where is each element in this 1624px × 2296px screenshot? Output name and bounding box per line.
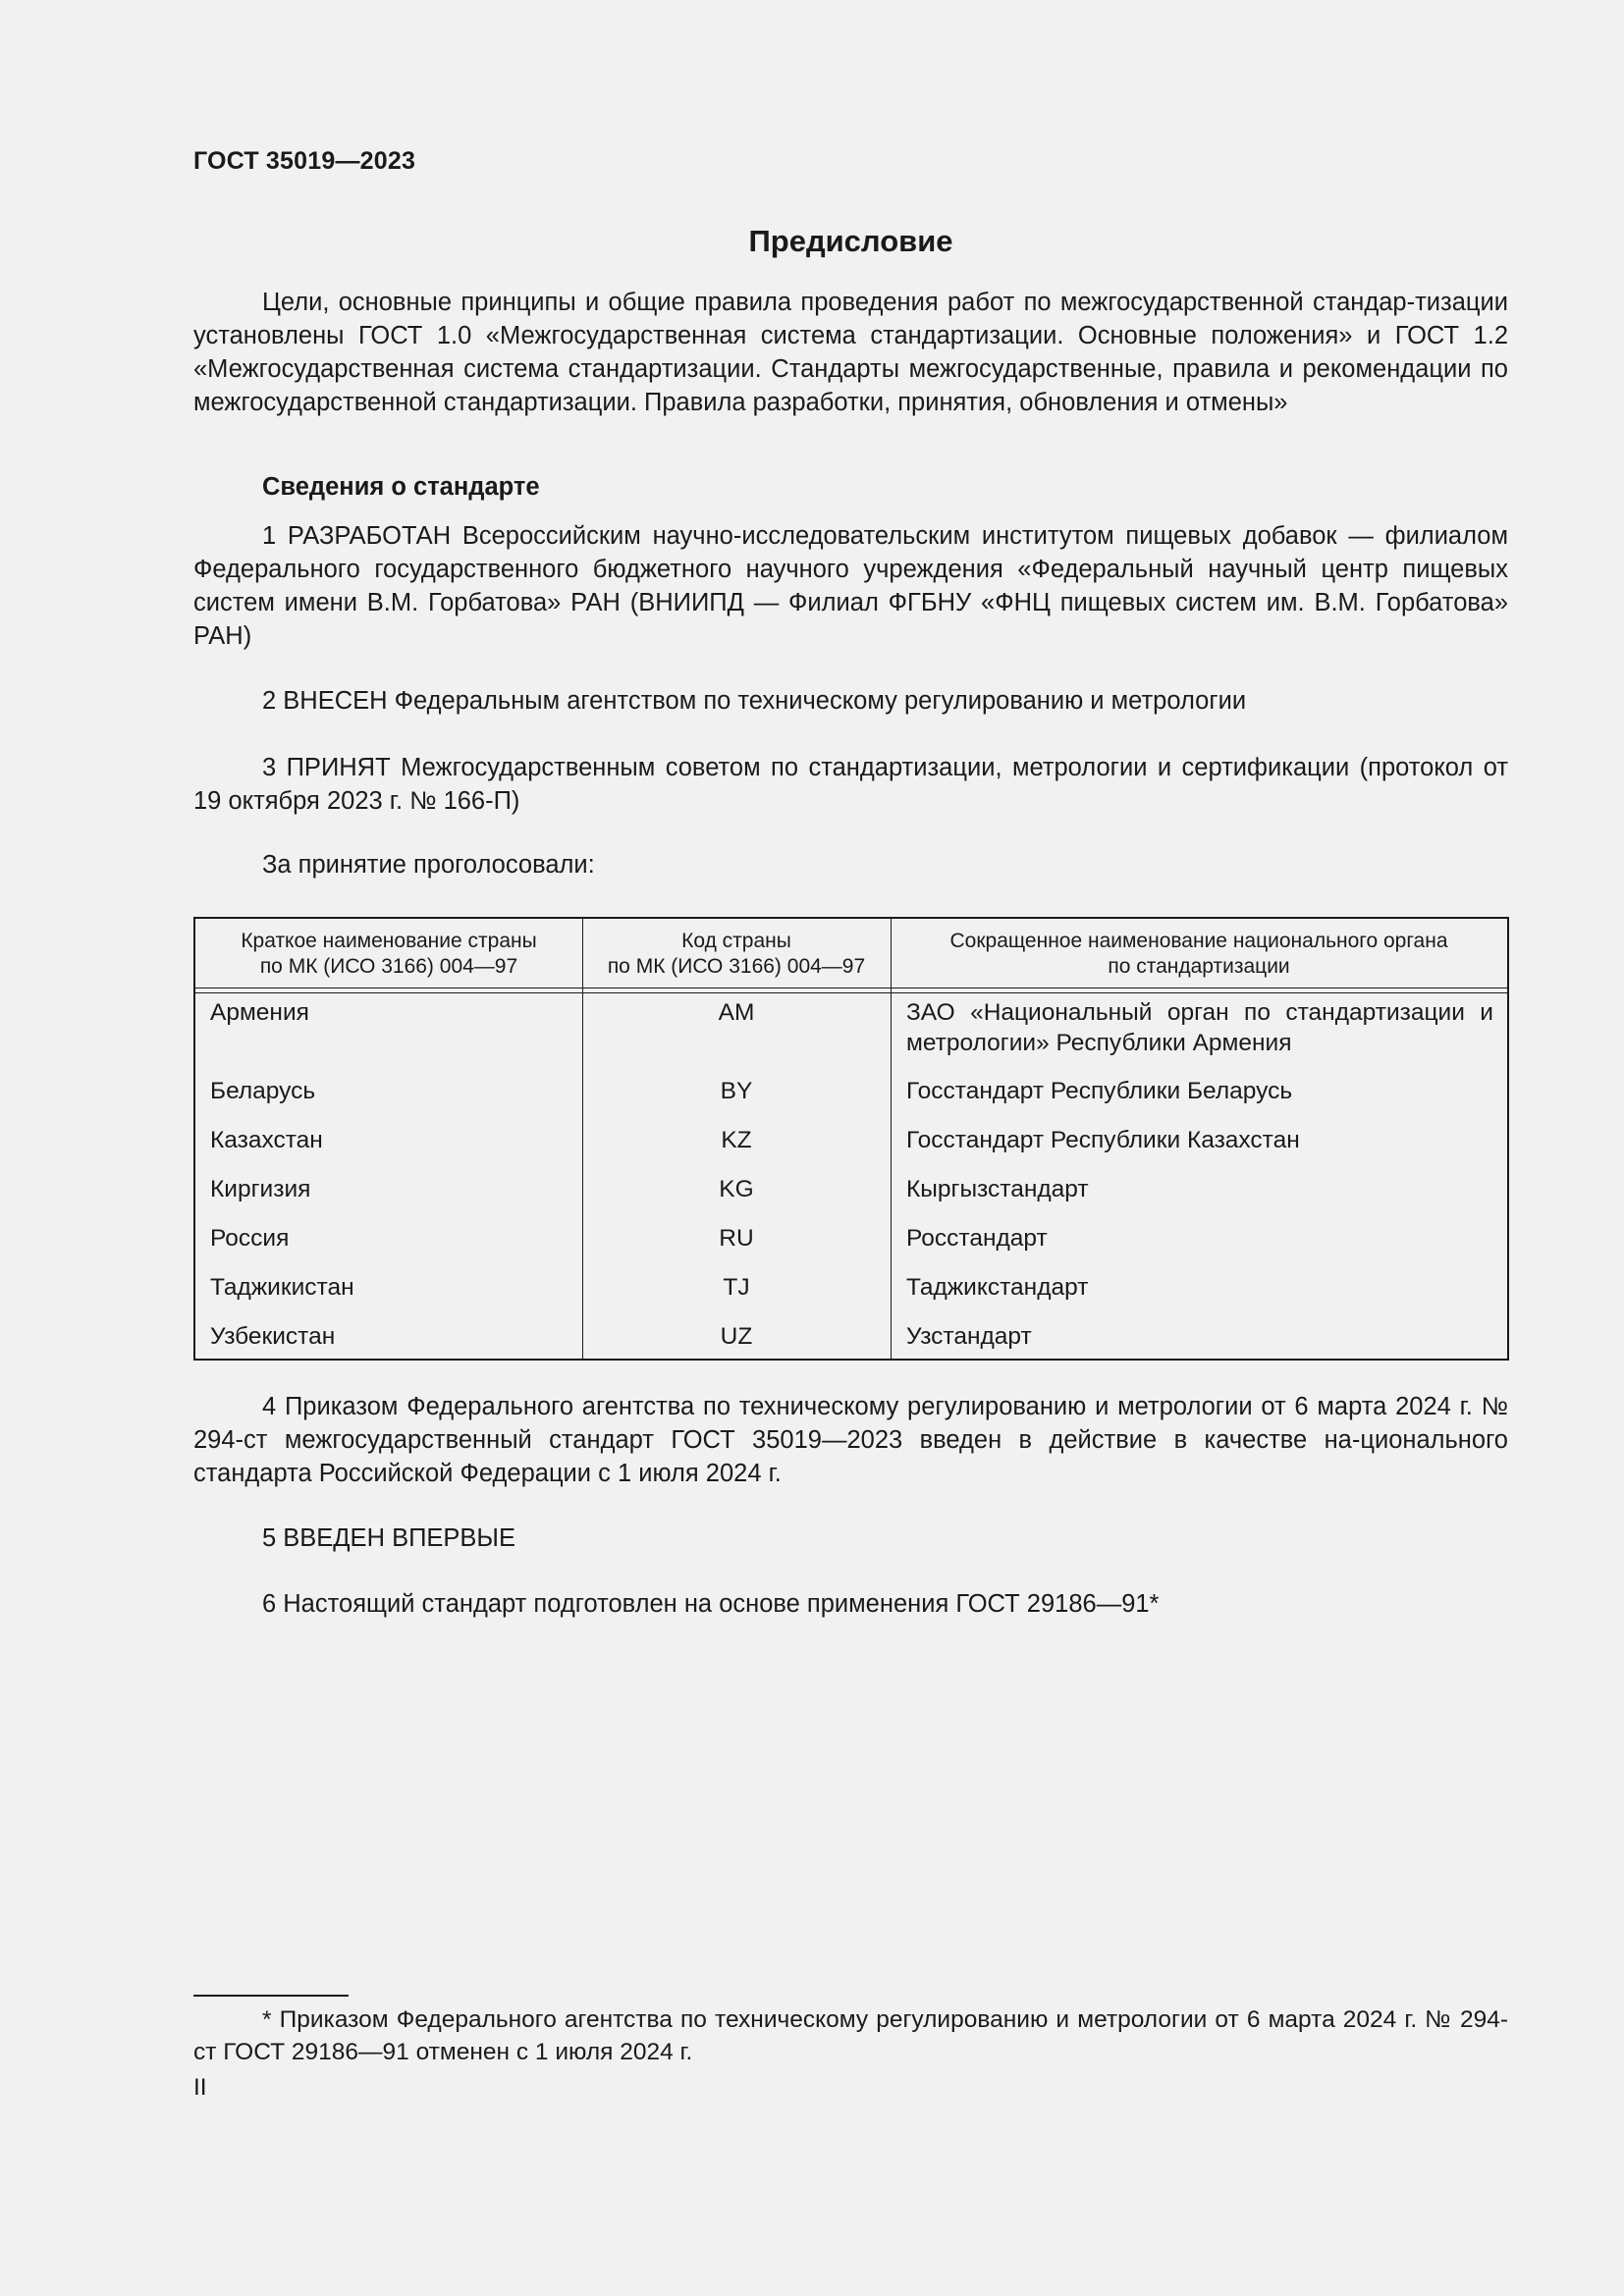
footnote-separator	[193, 1995, 349, 1997]
table-cell-country: Россия	[210, 1225, 290, 1252]
table-cell-body: Таджикстандарт	[906, 1274, 1089, 1301]
table-cell-body: ЗАО «Национальный орган по стандартизации и метрологии» Республики Армения	[906, 999, 1493, 1056]
table-cell-body: Росстандарт	[906, 1225, 1048, 1252]
intro-paragraph: Цели, основные принципы и общие правила проведения работ по межгосударственной стандар-тизации установлены ГОСТ 1.0 «Межгосударственная система стандартизации. Основные положения» и ГОСТ 1.2 «Межгосударственная система стандартизации. Стандарты межгосударственные, правила и рекомендации по межгосударственной стандартизации. Правила разработки, принятия, обновления и отмены»	[193, 289, 1508, 416]
table-column-divider	[891, 919, 892, 1359]
table-cell-country: Армения	[210, 999, 309, 1026]
table-cell-body: Кыргызстандарт	[906, 1176, 1089, 1202]
table-cell-country: Киргизия	[210, 1176, 311, 1202]
footnote: * Приказом Федерального агентства по техническому регулированию и метрологии от 6 марта 2024 г. № 294-ст ГОСТ 29186—91 отменен с 1 июля 2024 г.	[193, 2006, 1508, 2065]
voted-label: За принятие проголосовали:	[262, 851, 595, 879]
item-submitted: 2 ВНЕСЕН Федеральным агентством по техническому регулированию и метрологии	[262, 687, 1247, 715]
table-cell-country: Казахстан	[210, 1127, 323, 1153]
table-cell-code: UZ	[720, 1323, 753, 1350]
table-header-body: Сокращенное наименование национального органа по стандартизации	[949, 930, 1448, 978]
table-header-divider	[195, 992, 1507, 993]
item-basis: 6 Настоящий стандарт подготовлен на основе применения ГОСТ 29186—91*	[262, 1590, 1160, 1618]
table-cell-body: Узстандарт	[906, 1323, 1032, 1350]
table-cell-code: AM	[718, 999, 755, 1026]
table-header-country: Краткое наименование страны по МК (ИСО 3166) 004—97	[241, 930, 537, 978]
table-cell-country: Беларусь	[210, 1078, 316, 1104]
voting-table	[193, 917, 1509, 1361]
table-cell-code: KG	[719, 1176, 754, 1202]
page-number: II	[193, 2074, 207, 2101]
item-introduced: 5 ВВЕДЕН ВПЕРВЫЕ	[262, 1524, 516, 1552]
item-adopted: 3 ПРИНЯТ Межгосударственным советом по стандартизации, метрологии и сертификации (протокол от 19 октября 2023 г. № 166-П)	[193, 754, 1508, 815]
table-cell-body: Госстандарт Республики Беларусь	[906, 1078, 1293, 1104]
table-cell-country: Таджикистан	[210, 1274, 354, 1301]
standard-info-heading: Сведения о стандарте	[262, 473, 540, 501]
table-cell-country: Узбекистан	[210, 1323, 336, 1350]
table-cell-code: BY	[720, 1078, 753, 1104]
table-cell-code: TJ	[723, 1274, 750, 1301]
table-header-code: Код страны по МК (ИСО 3166) 004—97	[607, 930, 866, 978]
item-developed: 1 РАЗРАБОТАН Всероссийским научно-исследовательским институтом пищевых добавок — филиалом Федерального государственного бюджетного научного учреждения «Федеральный научный центр пищевых систем имени В.М. Горбатова» РАН (ВНИИПД — Филиал ФГБНУ «ФНЦ пищевых систем им. В.М. Горбатова» РАН)	[193, 522, 1508, 650]
table-cell-body: Госстандарт Республики Казахстан	[906, 1127, 1300, 1153]
document-code: ГОСТ 35019—2023	[193, 147, 416, 175]
item-enacted: 4 Приказом Федерального агентства по техническому регулированию и метрологии от 6 марта 2024 г. № 294-ст межгосударственный стандарт ГОСТ 35019—2023 введен в действие в качестве на-ционального стандарта Российской Федерации с 1 июля 2024 г.	[193, 1393, 1508, 1487]
table-cell-code: KZ	[721, 1127, 752, 1153]
page-title: Предисловие	[748, 224, 953, 258]
table-cell-code: RU	[719, 1225, 754, 1252]
